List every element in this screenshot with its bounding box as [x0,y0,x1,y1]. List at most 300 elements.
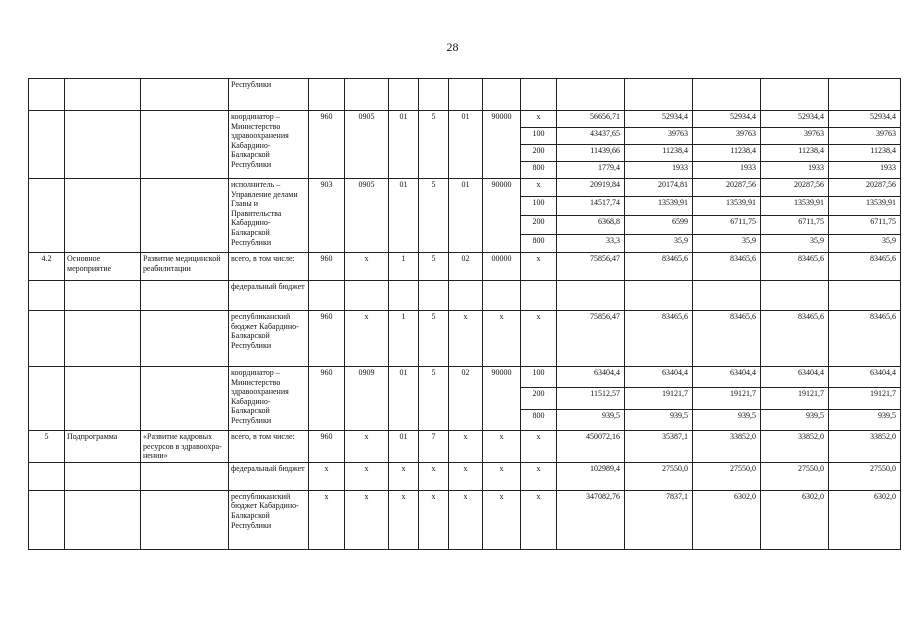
sub-row [761,234,828,252]
sub-row [829,367,900,388]
sub-row [829,111,900,127]
amount-v2: 52934,4 [625,111,692,127]
amount-v5: 19121,7 [829,388,900,410]
program-name [141,490,229,549]
subtable [557,367,624,430]
amount-v1: 75856,47 [557,253,625,281]
amount-v4: 13539,91 [761,197,828,216]
executor-cell: Республики [229,79,309,111]
amount-group-v5 [829,367,901,431]
amount-v2: 35,9 [674,235,688,245]
amount-v1: 20919,84 [557,179,624,197]
expense-type [521,79,557,111]
row-number [29,490,65,549]
sub-row [557,162,624,178]
amount-group-v4 [761,179,829,253]
subtable [761,179,828,252]
amount-v3: 35,9 [742,235,756,245]
amount-v2: 19121,7 [625,388,692,410]
sub-row [625,179,692,197]
program-kind [65,311,141,367]
sub-row [625,111,692,127]
code-cs2: 7 [419,431,449,463]
amount-v4 [761,281,829,311]
code-cs1 [389,79,419,111]
page-number: 28 [446,40,459,54]
sub-row [693,234,760,252]
sub-row [625,215,692,234]
amount-group-v2 [625,111,693,179]
amount-v3: 27550,0 [693,462,761,490]
program-name [141,281,229,311]
sub-row [693,367,760,388]
amount-v1: 56656,71 [557,111,624,127]
amount-v2: 6599 [625,215,692,234]
subtable [829,111,900,178]
amount-v1: 11439,66 [557,144,624,161]
row-number [29,111,65,179]
code-cs1: 01 [389,367,419,431]
code-grbs: 960 [309,431,345,463]
sub-row [625,127,692,144]
amount-v3: 6302,0 [693,490,761,549]
program-name: «Развитие кадровых ресурсов в здравоохра-нении» [141,431,229,463]
code-rz [345,79,389,111]
amount-v3: 52934,4 [693,111,760,127]
amount-group-v4 [761,111,829,179]
amount-v3: 20287,56 [693,179,760,197]
amount-v1: 63404,4 [557,367,624,388]
sub-row [761,388,828,410]
expense-type: 200 [521,215,556,234]
executor-cell: республиканский бюджет Кабардино-Балкарской Республики [229,490,309,549]
amount-v4: 6302,0 [761,490,829,549]
code-rz: 0905 [345,179,389,253]
sub-row [761,162,828,178]
code-cs4 [483,79,521,111]
program-name [141,311,229,367]
sub-row [761,409,828,430]
sub-row [693,215,760,234]
code-cs1: 01 [389,431,419,463]
expense-type: x [521,431,557,463]
amount-v2 [625,79,693,111]
subtable [521,367,556,430]
amount-v5: 83465,6 [829,253,901,281]
code-cs4: 90000 [483,111,521,179]
row-number [29,281,65,311]
amount-v2: 35387,1 [625,431,693,463]
expense-type: x [521,111,556,127]
code-cs4: 90000 [483,367,521,431]
sub-row [625,367,692,388]
amount-v3: 13539,91 [693,197,760,216]
amount-v4: 27550,0 [761,462,829,490]
code-cs3: x [449,311,483,367]
amount-v2: 939,5 [670,410,688,420]
code-rz [345,281,389,311]
sub-row [557,367,624,388]
sub-row [761,367,828,388]
amount-v4: 11238,4 [761,144,828,161]
expense-type-group [521,367,557,431]
executor-cell: федеральный бюджет [229,281,309,311]
sub-row [557,144,624,161]
row-number [29,367,65,431]
sub-row [521,215,556,234]
subtable [693,179,760,252]
sub-row [557,234,624,252]
sub-row [625,144,692,161]
amount-v5: 939,5 [878,410,896,420]
code-cs3: 02 [449,367,483,431]
executor-cell: всего, в том числе: [229,253,309,281]
amount-v3: 939,5 [738,410,756,420]
subtable [625,367,692,430]
amount-v3: 33852,0 [693,431,761,463]
sub-row [557,215,624,234]
sub-row [761,179,828,197]
table-row [29,79,901,111]
program-kind [65,111,141,179]
amount-v5: 20287,56 [829,179,900,197]
subtable [761,111,828,178]
subtable [557,179,624,252]
amount-v4: 35,9 [810,235,824,245]
code-rz: 0905 [345,111,389,179]
expense-type: 100 [521,127,556,144]
amount-v1: 1779,4 [598,163,620,173]
expense-type [521,281,557,311]
code-rz: x [345,311,389,367]
code-grbs [309,79,345,111]
amount-v1: 75856,47 [557,311,625,367]
sub-row [761,215,828,234]
code-cs3 [449,79,483,111]
expense-type: 200 [521,388,556,410]
table-row [29,490,901,549]
expense-type: x [521,462,557,490]
code-cs1: 01 [389,179,419,253]
program-kind: Подпрограмма [65,431,141,463]
code-cs4 [483,281,521,311]
sub-row [693,409,760,430]
amount-v3 [693,79,761,111]
amount-v1: 43437,65 [557,127,624,144]
code-cs2 [419,79,449,111]
amount-v3 [693,281,761,311]
code-cs3: x [449,462,483,490]
executor-cell: республиканский бюджет Кабардино-Балкарской Республики [229,311,309,367]
amount-v2: 7837,1 [625,490,693,549]
expense-type-group [521,111,557,179]
amount-v2: 63404,4 [625,367,692,388]
table-row [29,253,901,281]
amount-v5: 13539,91 [829,197,900,216]
sub-row [521,388,556,410]
amount-group-v3 [693,367,761,431]
amount-v3: 19121,7 [693,388,760,410]
sub-row [693,111,760,127]
code-cs3 [449,281,483,311]
code-cs2: x [419,490,449,549]
subtable [625,111,692,178]
expense-type: x [521,179,556,197]
sub-row [521,367,556,388]
amount-v1: 102989,4 [557,462,625,490]
code-cs2: 5 [419,367,449,431]
row-number [29,462,65,490]
code-grbs: 960 [309,367,345,431]
sub-row [625,409,692,430]
table-row [29,431,901,463]
amount-v5: 39763 [829,127,900,144]
sub-row [625,234,692,252]
code-grbs: 960 [309,111,345,179]
amount-v4: 1933 [808,163,824,173]
executor-cell: федеральный бюджет [229,462,309,490]
table-row [29,179,901,253]
amount-v2: 83465,6 [625,311,693,367]
row-number: 4.2 [29,253,65,281]
subtable [521,111,556,178]
expense-type: 800 [532,163,545,173]
amount-group-v4 [761,367,829,431]
sub-row [521,234,556,252]
code-cs1: x [389,490,419,549]
amount-v5: 6302,0 [829,490,901,549]
expense-type: x [521,253,557,281]
subtable [693,111,760,178]
sub-row [521,144,556,161]
program-kind [65,367,141,431]
program-kind [65,79,141,111]
program-name [141,367,229,431]
expense-type: 100 [521,367,556,388]
program-kind [65,281,141,311]
expense-type: 800 [532,235,545,245]
sub-row [557,179,624,197]
amount-v3: 83465,6 [693,253,761,281]
amount-v1: 450072,16 [557,431,625,463]
code-cs2: 5 [419,253,449,281]
executor-cell: координатор – Министерство здравоохранения Кабардино-Балкарской Республики [229,367,309,431]
amount-v4: 20287,56 [761,179,828,197]
amount-v5 [829,79,901,111]
code-cs4: x [483,490,521,549]
sub-row [829,234,900,252]
expense-type: 100 [521,197,556,216]
sub-row [557,388,624,410]
amount-v2: 39763 [625,127,692,144]
subtable [829,179,900,252]
code-rz: 0909 [345,367,389,431]
amount-v1 [557,79,625,111]
code-cs2 [419,281,449,311]
row-number [29,311,65,367]
program-kind: Основное мероприятие [65,253,141,281]
sub-row [625,388,692,410]
code-grbs: 960 [309,253,345,281]
executor-cell: координатор – Министерство здравоохранения Кабардино-Балкарской Республики [229,111,309,179]
sub-row [625,197,692,216]
program-kind [65,179,141,253]
amount-group-v5 [829,111,901,179]
sub-row [521,127,556,144]
executor-cell: всего, в том числе: [229,431,309,463]
program-name [141,462,229,490]
amount-v2: 83465,6 [625,253,693,281]
code-grbs [309,281,345,311]
code-cs2: 5 [419,311,449,367]
sub-row [521,409,556,430]
sub-row [693,127,760,144]
amount-v5: 33852,0 [829,431,901,463]
program-name: Развитие медицинской реабилитации [141,253,229,281]
code-cs1: 01 [389,111,419,179]
sub-row [829,162,900,178]
amount-v5: 63404,4 [829,367,900,388]
sub-row [557,197,624,216]
expense-type: 800 [532,410,545,420]
amount-v2: 13539,91 [625,197,692,216]
program-name [141,179,229,253]
sub-row [829,409,900,430]
code-cs3: 01 [449,179,483,253]
sub-row [761,144,828,161]
amount-v4: 52934,4 [761,111,828,127]
subtable [625,179,692,252]
table-body [29,79,901,550]
sub-row [557,127,624,144]
subtable [761,367,828,430]
code-cs4: x [483,311,521,367]
sub-row [625,162,692,178]
amount-group-v1 [557,111,625,179]
amount-v1: 33,3 [606,235,620,245]
program-name [141,111,229,179]
amount-v4: 6711,75 [761,215,828,234]
amount-v3: 63404,4 [693,367,760,388]
code-cs3: 02 [449,253,483,281]
amount-v3: 1933 [740,163,756,173]
sub-row [693,197,760,216]
program-name [141,79,229,111]
amount-v5: 1933 [880,163,896,173]
amount-v5: 11238,4 [829,144,900,161]
code-cs3: x [449,490,483,549]
amount-v4: 33852,0 [761,431,829,463]
sub-row [829,388,900,410]
code-grbs: x [309,490,345,549]
sub-row [761,111,828,127]
amount-v4: 19121,7 [761,388,828,410]
code-cs1: x [389,462,419,490]
subtable [693,367,760,430]
table-row [29,367,901,431]
code-cs3: x [449,431,483,463]
code-cs1: 1 [389,311,419,367]
amount-v3: 83465,6 [693,311,761,367]
executor-cell: исполнитель – Управление делами Главы и Правительства Кабардино-Балкарской Республики [229,179,309,253]
sub-row [521,179,556,197]
amount-v2 [625,281,693,311]
sub-row [693,179,760,197]
amount-group-v2 [625,179,693,253]
sub-row [829,179,900,197]
sub-row [521,197,556,216]
expense-type-group [521,179,557,253]
subtable [521,179,556,252]
amount-group-v1 [557,367,625,431]
amount-group-v2 [625,367,693,431]
amount-v1: 6368,8 [557,215,624,234]
row-number [29,179,65,253]
amount-v5: 52934,4 [829,111,900,127]
sub-row [829,144,900,161]
sub-row [829,127,900,144]
sub-row [557,409,624,430]
amount-v1 [557,281,625,311]
row-number: 5 [29,431,65,463]
amount-v4: 83465,6 [761,311,829,367]
code-rz: x [345,462,389,490]
sub-row [521,162,556,178]
code-cs2: x [419,462,449,490]
expense-type: 200 [521,144,556,161]
amount-v2: 27550,0 [625,462,693,490]
code-cs4: 00000 [483,253,521,281]
amount-v1: 11512,57 [557,388,624,410]
code-grbs: 903 [309,179,345,253]
amount-v5: 6711,75 [829,215,900,234]
sub-row [693,388,760,410]
amount-v3: 6711,75 [693,215,760,234]
sub-row [521,111,556,127]
row-number [29,79,65,111]
expense-type: x [521,490,557,549]
amount-group-v1 [557,179,625,253]
program-kind [65,490,141,549]
code-rz: x [345,253,389,281]
amount-v3: 11238,4 [693,144,760,161]
code-cs2: 5 [419,111,449,179]
code-cs1 [389,281,419,311]
amount-v4: 83465,6 [761,253,829,281]
sub-row [693,162,760,178]
amount-v4: 63404,4 [761,367,828,388]
amount-v1: 939,5 [602,410,620,420]
table-row [29,311,901,367]
sub-row [829,197,900,216]
budget-table-container [28,78,896,547]
table-row [29,111,901,179]
table-row [29,281,901,311]
expense-type: x [521,311,557,367]
amount-v4: 939,5 [806,410,824,420]
code-cs1: 1 [389,253,419,281]
code-cs2: 5 [419,179,449,253]
code-cs4: 90000 [483,179,521,253]
amount-v5: 83465,6 [829,311,901,367]
amount-v5 [829,281,901,311]
amount-v5: 27550,0 [829,462,901,490]
amount-v5: 35,9 [882,235,896,245]
subtable [557,111,624,178]
code-cs3: 01 [449,111,483,179]
code-grbs: 960 [309,311,345,367]
code-rz: x [345,490,389,549]
